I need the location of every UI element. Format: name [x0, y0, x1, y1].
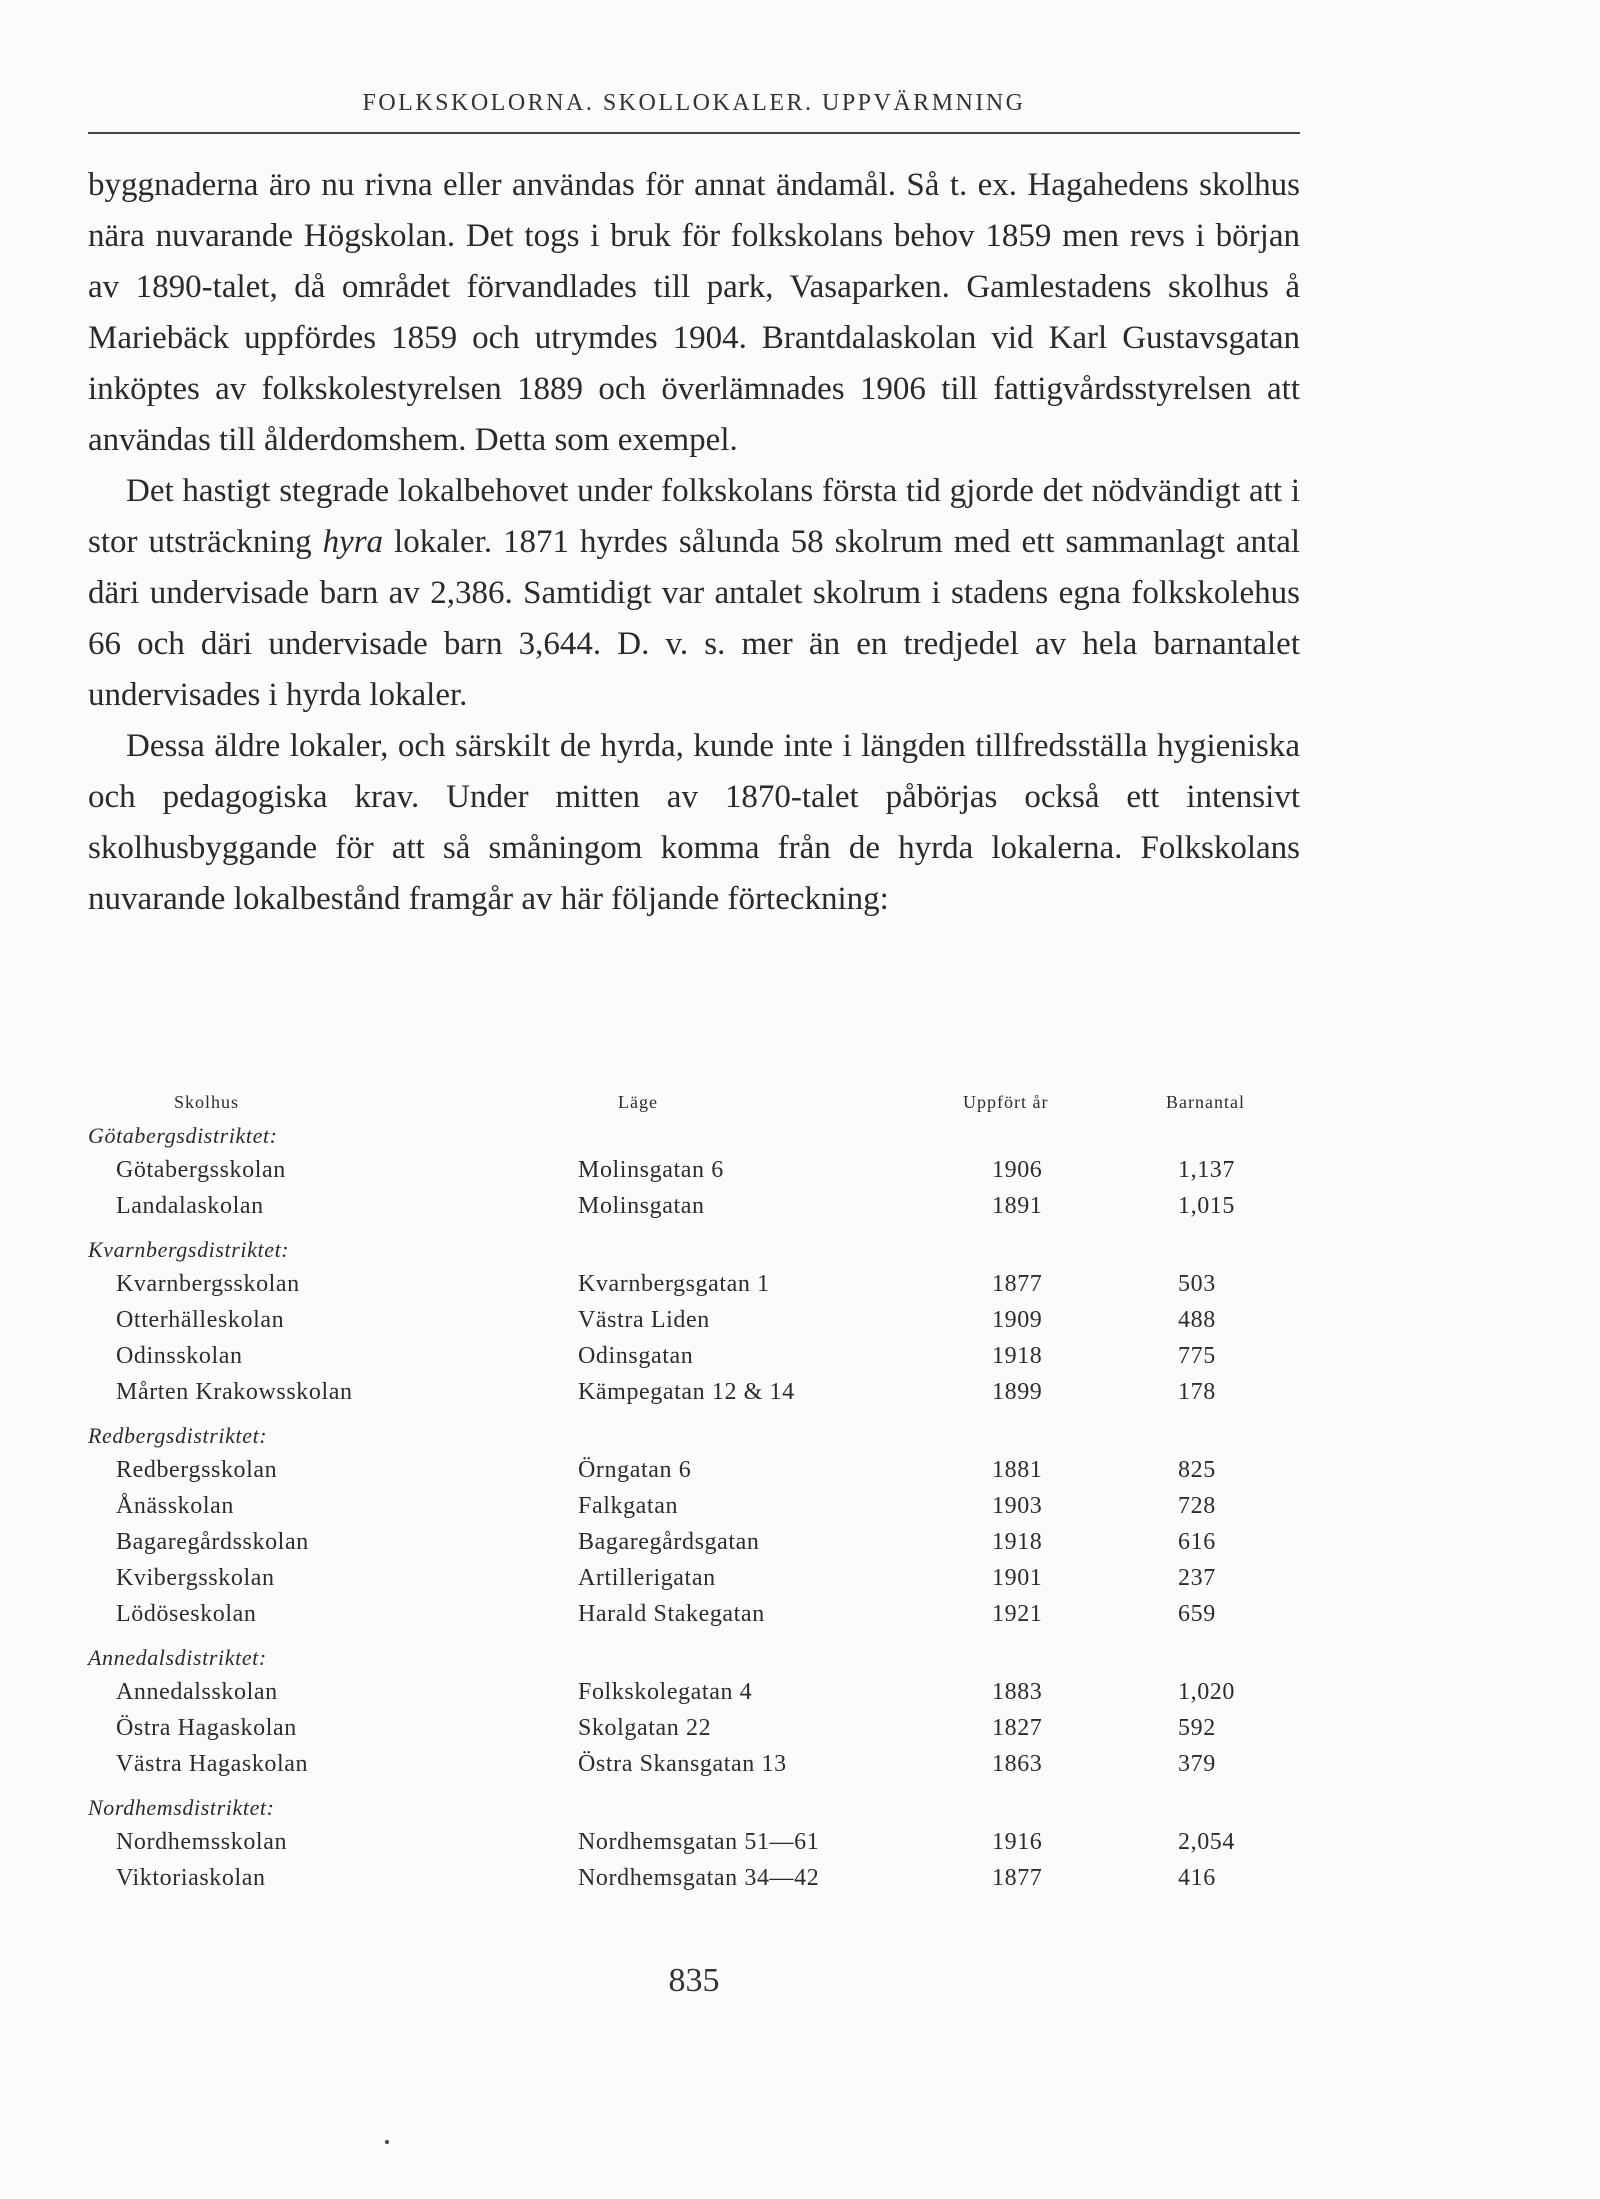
table-row [88, 1302, 1300, 1338]
table-row [88, 1452, 1300, 1488]
table-row [88, 1560, 1300, 1596]
cell-school: Östra Hagaskolan [116, 1715, 297, 1741]
district-gap [88, 1632, 1300, 1642]
cell-children: 488 [1178, 1307, 1216, 1333]
district-heading: Annedalsdistriktet: [88, 1645, 267, 1670]
paragraph-2-start: Det hastigt stegrade lokalbehovet under folkskolans första tid gjorde det nödvändigt att i stor utsträckning [88, 473, 1300, 560]
cell-built: 1863 [992, 1751, 1043, 1777]
cell-location: Kvarnbergsgatan 1 [578, 1271, 770, 1297]
header-location: Läge [618, 1092, 658, 1112]
cell-location: Nordhemsgatan 34—42 [578, 1865, 820, 1891]
cell-built: 1909 [992, 1307, 1043, 1333]
cell-children: 1,015 [1178, 1193, 1235, 1219]
cell-built: 1901 [992, 1565, 1043, 1591]
cell-children: 775 [1178, 1343, 1216, 1369]
district-gap [88, 1782, 1300, 1792]
paragraph-2-end: lokaler. 1871 hyrdes sålunda 58 skolrum med ett sammanlagt antal däri undervisade barn av 2,386. Samtidigt var antalet skolrum i stadens egna folkskolehus 66 och däri undervisade barn 3,644. D. v. s. mer än en tredjedel av hela barnantalet undervisades i hyrda lokaler. [88, 524, 1301, 713]
paragraph-3: Dessa äldre lokaler, och särskilt de hyrda, kunde inte i längden tillfredsställa hygieniska och pedagogiska krav. Under mitten av 1870-talet påbörjas också ett intensivt skolhusbyggande för att så småningom komma från de hyrda lokalerna. Folkskolans nuvarande lokalbestånd framgår av här följande förteckning: [88, 728, 1300, 917]
cell-location: Artillerigatan [578, 1565, 716, 1591]
header-rule [88, 132, 1300, 134]
cell-children: 825 [1178, 1457, 1216, 1483]
cell-school: Redbergsskolan [116, 1457, 278, 1483]
table-row [88, 1674, 1300, 1710]
cell-school: Annedalsskolan [116, 1679, 278, 1705]
district-gap [88, 1224, 1300, 1234]
cell-school: Mårten Krakowsskolan [116, 1379, 353, 1405]
cell-built: 1877 [992, 1271, 1043, 1297]
header-school: Skolhus [174, 1092, 240, 1112]
speck-mark [385, 2140, 389, 2144]
district-gap [88, 1410, 1300, 1420]
cell-built: 1883 [992, 1679, 1043, 1705]
cell-school: Odinsskolan [116, 1343, 243, 1369]
cell-school: Otterhälleskolan [116, 1307, 285, 1333]
cell-location: Östra Skansgatan 13 [578, 1751, 787, 1777]
cell-location: Molinsgatan 6 [578, 1157, 724, 1183]
cell-location: Falkgatan [578, 1493, 679, 1519]
body-text [88, 160, 1300, 925]
cell-location: Nordhemsgatan 51—61 [578, 1829, 820, 1855]
cell-children: 379 [1178, 1751, 1216, 1777]
table-row [88, 1710, 1300, 1746]
table-row [88, 1746, 1300, 1782]
cell-school: Viktoriaskolan [116, 1865, 266, 1891]
cell-children: 178 [1178, 1379, 1216, 1405]
school-table [88, 1092, 1300, 1896]
cell-children: 1,020 [1178, 1679, 1235, 1705]
cell-built: 1906 [992, 1157, 1043, 1183]
page-number: 835 [668, 1962, 720, 1999]
cell-location: Harald Stakegatan [578, 1601, 765, 1627]
cell-built: 1827 [992, 1715, 1043, 1741]
table-row [88, 1374, 1300, 1410]
cell-school: Nordhemsskolan [116, 1829, 288, 1855]
paragraph-2 [88, 466, 1300, 721]
cell-children: 592 [1178, 1715, 1216, 1741]
cell-location: Skolgatan 22 [578, 1715, 712, 1741]
cell-location: Kämpegatan 12 & 14 [578, 1379, 795, 1405]
table-row [88, 1266, 1300, 1302]
table-row [88, 1488, 1300, 1524]
cell-children: 2,054 [1178, 1829, 1235, 1855]
table-row [88, 1188, 1300, 1224]
cell-children: 728 [1178, 1493, 1216, 1519]
table-row [88, 1524, 1300, 1560]
cell-children: 659 [1178, 1601, 1216, 1627]
table-row [88, 1152, 1300, 1188]
cell-school: Landalaskolan [116, 1193, 264, 1219]
cell-school: Lödöseskolan [116, 1601, 257, 1627]
header-children: Barnantal [1166, 1092, 1245, 1112]
cell-children: 416 [1178, 1865, 1216, 1891]
cell-school: Götabergsskolan [116, 1157, 286, 1183]
table-row [88, 1596, 1300, 1632]
cell-built: 1903 [992, 1493, 1043, 1519]
cell-location: Västra Liden [578, 1307, 710, 1333]
header-built: Uppfört år [963, 1092, 1049, 1112]
cell-school: Ånässkolan [116, 1493, 234, 1519]
cell-built: 1881 [992, 1457, 1043, 1483]
cell-children: 616 [1178, 1529, 1216, 1555]
cell-location: Molinsgatan [578, 1193, 705, 1219]
cell-built: 1877 [992, 1865, 1043, 1891]
cell-children: 503 [1178, 1271, 1216, 1297]
cell-location: Bagaregårdsgatan [578, 1529, 760, 1555]
cell-built: 1916 [992, 1829, 1043, 1855]
cell-location: Folkskolegatan 4 [578, 1679, 753, 1705]
table-row [88, 1338, 1300, 1374]
cell-built: 1921 [992, 1601, 1043, 1627]
cell-children: 1,137 [1178, 1157, 1235, 1183]
cell-school: Västra Hagaskolan [116, 1751, 309, 1777]
table-body [88, 1120, 1300, 1896]
district-heading: Götabergsdistriktet: [88, 1123, 278, 1148]
italic-word: hyra [322, 524, 384, 560]
paragraph-1: byggnaderna äro nu rivna eller användas för annat ändamål. Så t. ex. Hagahedens skolhus nära nuvarande Högskolan. Det togs i bruk för folkskolans behov 1859 men revs i början av 1890-talet, då området förvandlades till park, Vasaparken. Gamlestadens skolhus å Mariebäck uppfördes 1859 och utrymdes 1904. Brantdalaskolan vid Karl Gustavsgatan inköptes av folkskolestyrelsen 1889 och överlämnades 1906 till fattigvårdsstyrelsen att användas till ålderdomshem. Detta som exempel. [88, 167, 1300, 458]
cell-children: 237 [1178, 1565, 1216, 1591]
district-heading: Redbergsdistriktet: [88, 1423, 268, 1448]
cell-location: Örngatan 6 [578, 1457, 692, 1483]
table-row [88, 1860, 1300, 1896]
cell-built: 1918 [992, 1343, 1043, 1369]
table-header [88, 1092, 1300, 1120]
cell-location: Odinsgatan [578, 1343, 694, 1369]
cell-school: Kvibergsskolan [116, 1565, 275, 1591]
cell-school: Bagaregårdsskolan [116, 1529, 309, 1555]
cell-built: 1899 [992, 1379, 1043, 1405]
table-row [88, 1824, 1300, 1860]
cell-built: 1891 [992, 1193, 1043, 1219]
district-heading: Nordhemsdistriktet: [88, 1795, 275, 1820]
district-heading: Kvarnbergsdistriktet: [88, 1237, 290, 1262]
cell-school: Kvarnbergsskolan [116, 1271, 300, 1297]
cell-built: 1918 [992, 1529, 1043, 1555]
running-header: FOLKSKOLORNA. SKOLLOKALER. UPPVÄRMNING [362, 90, 1026, 116]
